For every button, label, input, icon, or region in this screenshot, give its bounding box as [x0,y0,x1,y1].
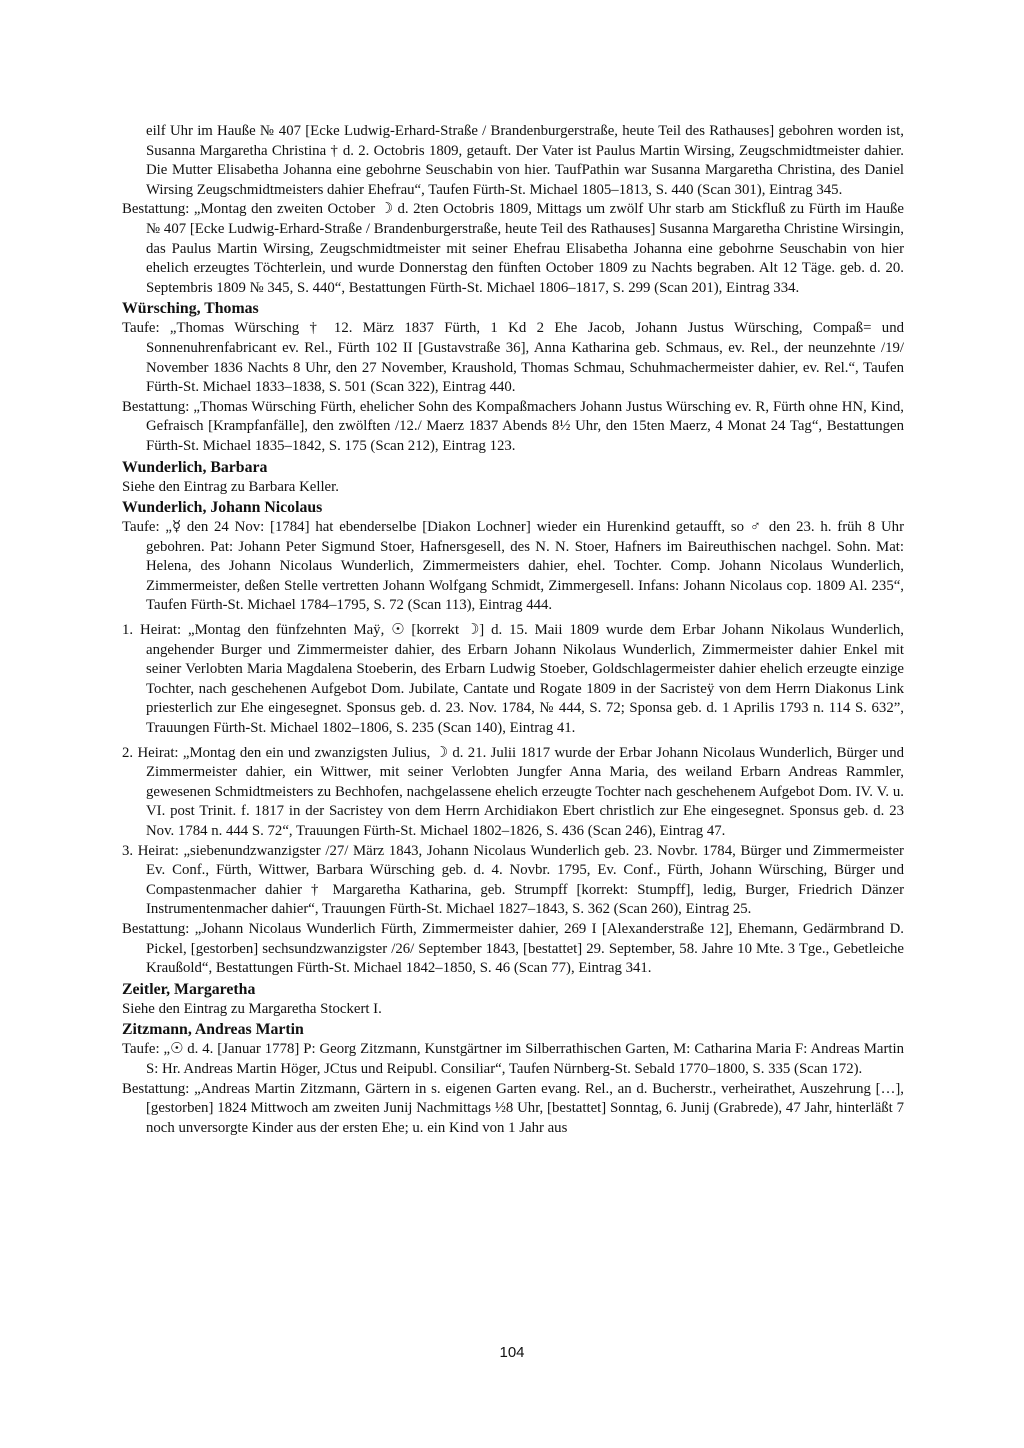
entry-heading: Würsching, Thomas [122,300,259,318]
entry-paragraph: Taufe: „Thomas Würsching † 12. März 1837 Fürth, 1 Kd 2 Ehe Jacob, Johann Justus Würsching, Compaß= und Sonnenuhrenfabricant ev. Rel., Fürth 102 II [Gustavstraße 36], Anna Katharina geb. Schmaus, ev. Rel., der neunzehnte /19/ November 1836 Nachts 8 Uhr, den 27 November, Kraushold, Thomas Schmau, Schuhmachermeister dahier, ev. Rel.“, Taufen Fürth-St. Michael 1833–1838, S. 501 (Scan 322), Eintrag 440. [122,320,904,396]
entry-heading: Wunderlich, Barbara [122,458,268,476]
entry-paragraph: 3. Heirat: „siebenundzwanzigster /27/ März 1843, Johann Nicolaus Wunderlich geb. 23. Novbr. 1784, Bürger und Zimmermeister Ev. Conf., Fürth, Wittwer, Barbara Würsching geb. d. 4. Novbr. 1795, Ev. Conf., Fürth, Johann Würsching, Bürger und Compastenmacher dahier † Margaretha Katharina, geb. Strumpff [korrekt: Stumpff], ledig, Burger, Friedrich Dänzer Instrumentenmacher dahier“, Trauungen Fürth-St. Michael 1827–1843, S. 362 (Scan 260), Eintrag 25. [122,842,904,918]
cross-reference: Siehe den Eintrag zu Margaretha Stockert I. [122,1000,382,1017]
entry-paragraph: Taufe: „☉ d. 4. [Januar 1778] P: Georg Zitzmann, Kunstgärtner im Silberrathischen Garten, M: Catharina Maria F: Andreas Martin S: Hr. Andreas Martin Höger, JCtus und Reipubl. Consiliar“, Taufen Nürnberg-St. Sebald 1770–1800, S. 335 (Scan 172). [122,1041,904,1077]
entry-paragraph: Bestattung: „Johann Nicolaus Wunderlich Fürth, Zimmermeister dahier, 269 I [Alexanderstraße 12], Ehemann, Gedärmbrand D. Pickel, [gestorben] sechsundzwanzigster /26/ September 1843, [bestattet] 29. September, 58. Jahre 10 Mte. 3 Tge., Gebetleiche Kraußold“, Bestattungen Fürth-St. Michael 1842–1850, S. 46 (Scan 77), Eintrag 341. [122,920,904,977]
entry-paragraph-continued: eilf Uhr im Hauße № 407 [Ecke Ludwig-Erhard-Straße / Brandenburgerstraße, heute Teil des Rathauses] gebohren worden ist, Susanna Margaretha Christina † d. 2. Octobris 1809, getauft. Der Vater ist Paulus Martin Wirsing, Zeugschmidtmeister dahier. Die Mutter Elisabetha Johanna eine gebohrne Seuschabin von hier. TaufPathin war Susanna Margaretha Christina, des Daniel Wirsing Zeugschmidtmeisters dahier Ehefrau“, Taufen Fürth-St. Michael 1805–1813, S. 440 (Scan 301), Eintrag 345. [146,123,904,198]
entry-paragraph: Bestattung: „Andreas Martin Zitzmann, Gärtern in s. eigenen Garten evang. Rel., an d. Bucherstr., verheirathet, Auszehrung […], [gestorben] 1824 Mittwoch am zweiten Junij Nachmittags ½8 Uhr, [bestattet] Sonntag, 6. Junij (Grabrede), 47 Jahr, hinterläßt 7 noch unversorgte Kinder aus der ersten Ehe; u. ein Kind von 1 Jahr aus [122,1080,904,1136]
entry-paragraph: 2. Heirat: „Montag den ein und zwanzigsten Julius, ☽ d. 21. Julii 1817 wurde der Erbar Johann Nicolaus Wunderlich, Bürger und Zimmermeister dahier, ein Wittwer, mit seiner Verlobten Jungfer Anna Maria, des weiland Erbarn Andreas Rammler, gewesenen Schmidtmeisters zu Bechhofen, nachgelassene ehelich erzeugte Tochter nach geschehenem Aufgebot Dom. IV. V. u. VI. post Trinit. f. 1817 in der Sacristey von dem Herrn Archidiakon Ebert christlich zur Ehe eingesegnet. Sponsus geb. d. 23 Nov. 1784 n. 444 S. 72“, Trauungen Fürth-St. Michael 1802–1826, S. 436 (Scan 246), Eintrag 47. [122,744,904,839]
entry-paragraph: 1. Heirat: „Montag den fünfzehnten Maÿ, ☉ [korrekt ☽] d. 15. Maii 1809 wurde dem Erbar Johann Nikolaus Wunderlich, angehender Burger und Zimmermeister dahier, des Erbarn Johann Nikolaus Wunderlich, Zimmermeister dahier Enkel mit seiner Verlobten Maria Magdalena Stoeberin, des Erbarn Ludwig Stoeber, Goldschlagermeister dahier ehelich erzeugte einzige Tochter, nach geschehenen Aufgebot Dom. Jubilate, Cantate und Rogate 1809 in der Sacristeÿ von dem Herrn Diakonus Link priesterlich zur Ehe eingesegnet. Sponsus geb. d. 23. Nov. 1784, № 444, S. 72; Sponsa geb. d. 1 Aprilis 1793 n. 114 S. 632”, Trauungen Fürth-St. Michael 1802–1806, S. 235 (Scan 140), Eintrag 41. [122,622,904,737]
entry-heading: Zitzmann, Andreas Martin [122,1021,304,1039]
entry-paragraph: Bestattung: „Thomas Würsching Fürth, ehelicher Sohn des Kompaßmachers Johann Justus Würsching ev. R, Fürth ohne HN, Kind, Gefraisch [Krampfanfälle], den zwölften /12./ Maerz 1837 Abends 8½ Uhr, den 15ten Maerz, 4 Monat 24 Tag“, Bestattungen Fürth-St. Michael 1835–1842, S. 175 (Scan 212), Eintrag 123. [122,398,904,454]
entry-heading: Zeitler, Margaretha [122,980,256,998]
entry-paragraph: Bestattung: „Montag den zweiten October ☽ d. 2ten Octobris 1809, Mittags um zwölf Uhr starb am Stickfluß zu Fürth im Hauße № 407 [Ecke Ludwig-Erhard-Straße / Brandenburgerstraße, heute Teil des Rathauses] Susanna Margaretha Christine Wirsingin, das Paulus Martin Wirsing, Zeugschmidtmeister mit seiner Ehefrau Elisabetha Johanna eine gebohrne Seuschabin von hier ehelich erzeugtes Töchterlein, und wurde Donnerstag den fünften October 1809 zu Nachts begraben. Alt 12 Täge. geb. d. 20. Septembris 1809 № 345, S. 440“, Bestattungen Fürth-St. Michael 1806–1817, S. 299 (Scan 201), Eintrag 334. [122,201,904,296]
page-content [122,122,904,1138]
page-number: 104 [499,1344,525,1361]
cross-reference: Siehe den Eintrag zu Barbara Keller. [122,478,339,495]
entry-paragraph: Taufe: „☿ den 24 Nov: [1784] hat ebenderselbe [Diakon Lochner] wieder ein Hurenkind getaufft, so ♂ den 23. h. früh 8 Uhr gebohren. Pat: Johann Peter Sigmund Stoer, Hafnersgesell, des N. N. Stoer, Hafners im Baireuthischen nachgel. Sohn. Mat: Helena, des Johann Nicolaus Wunderlich, Zimmermeisters dahier, ehel. Tochter. Comp. Johann Nicolaus Wunderlich, Zimmermeister, deßen Stelle vertretten Johann Wolfgang Schmidt, Zimmergesell. Infans: Johann Nicolaus cop. 1809 Al. 235“, Taufen Fürth-St. Michael 1784–1795, S. 72 (Scan 113), Eintrag 444. [122,519,904,614]
entry-heading: Wunderlich, Johann Nicolaus [122,499,323,517]
